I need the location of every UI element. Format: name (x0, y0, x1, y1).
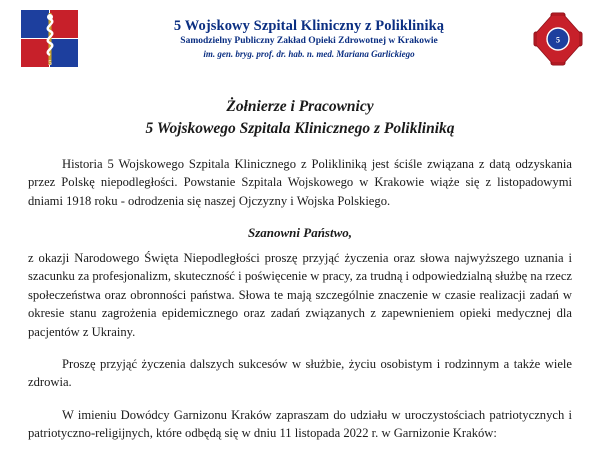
letter-paragraph-4: W imieniu Dowódcy Garnizonu Kraków zapraszam do udziału w uroczystościach patriotycznych i patriotyczno-religijnych, które odbędą się w dniu 11 listopada 2022 r. w Garnizonie Kraków: (28, 407, 572, 441)
military-cross-emblem-icon (530, 7, 586, 71)
letter-salutation: Szanowni Państwo, (247, 225, 353, 241)
crest-shield (20, 9, 80, 69)
crest-staff-snake-icon (20, 9, 80, 69)
letterhead-text (88, 18, 530, 61)
org-subtitle: Samodzielny Publiczny Zakład Opieki Zdrowotnej w Krakowie (180, 36, 438, 47)
letter-title-line1: Żołnierze i Pracownicy (226, 98, 374, 115)
letter-paragraph-1: Historia 5 Wojskowego Szpitala Klinicznego z Polikliniką jest ściśle związana z datą odzyskania przez Polskę niepodległości. Powstanie Szpitala Wojskowego w Krakowie wiąże się z listopadowymi dniami 1918 roku - odrodzenia się naszej Ojczyzny i Wojska Polskiego. (28, 156, 572, 208)
svg-text:5: 5 (556, 35, 560, 45)
letter-paragraph-3: Proszę przyjąć życzenia dalszych sukcesów w służbie, życiu osobistym i rodzinnym a także wiele zdrowia. (28, 356, 572, 390)
letter-title-line2: 5 Wojskowego Szpitala Klinicznego z Polikliniką (145, 120, 455, 138)
letterhead (0, 0, 600, 74)
letter-title (28, 96, 572, 141)
svg-text:5: 5 (48, 59, 52, 67)
org-patron: im. gen. bryg. prof. dr. hab. n. med. Mariana Garlickiego (203, 48, 415, 59)
letter-paragraph-2: z okazji Narodowego Święta Niepodległości proszę przyjąć życzenia oraz słowa najwyższego uznania i szacunku za profesjonalizm, skuteczność i poświęcenie w pracy, za trudną i odpowiedzialną służbę na rzecz społeczeństwa oraz obronności państwa. Słowa te mają szczególnie znaczenie w czasie realizacji zadań w okresie stanu zagrożenia epidemicznego oraz zadań związanych z zapewnieniem opieki medycznej dla pacjentów z Ukrainy. (28, 251, 572, 339)
cross-emblem-graphic (531, 10, 585, 68)
org-name: 5 Wojskowy Szpital Kliniczny z Polikliniką (173, 17, 445, 34)
hospital-crest-icon (14, 7, 88, 71)
letter-body (0, 96, 600, 442)
